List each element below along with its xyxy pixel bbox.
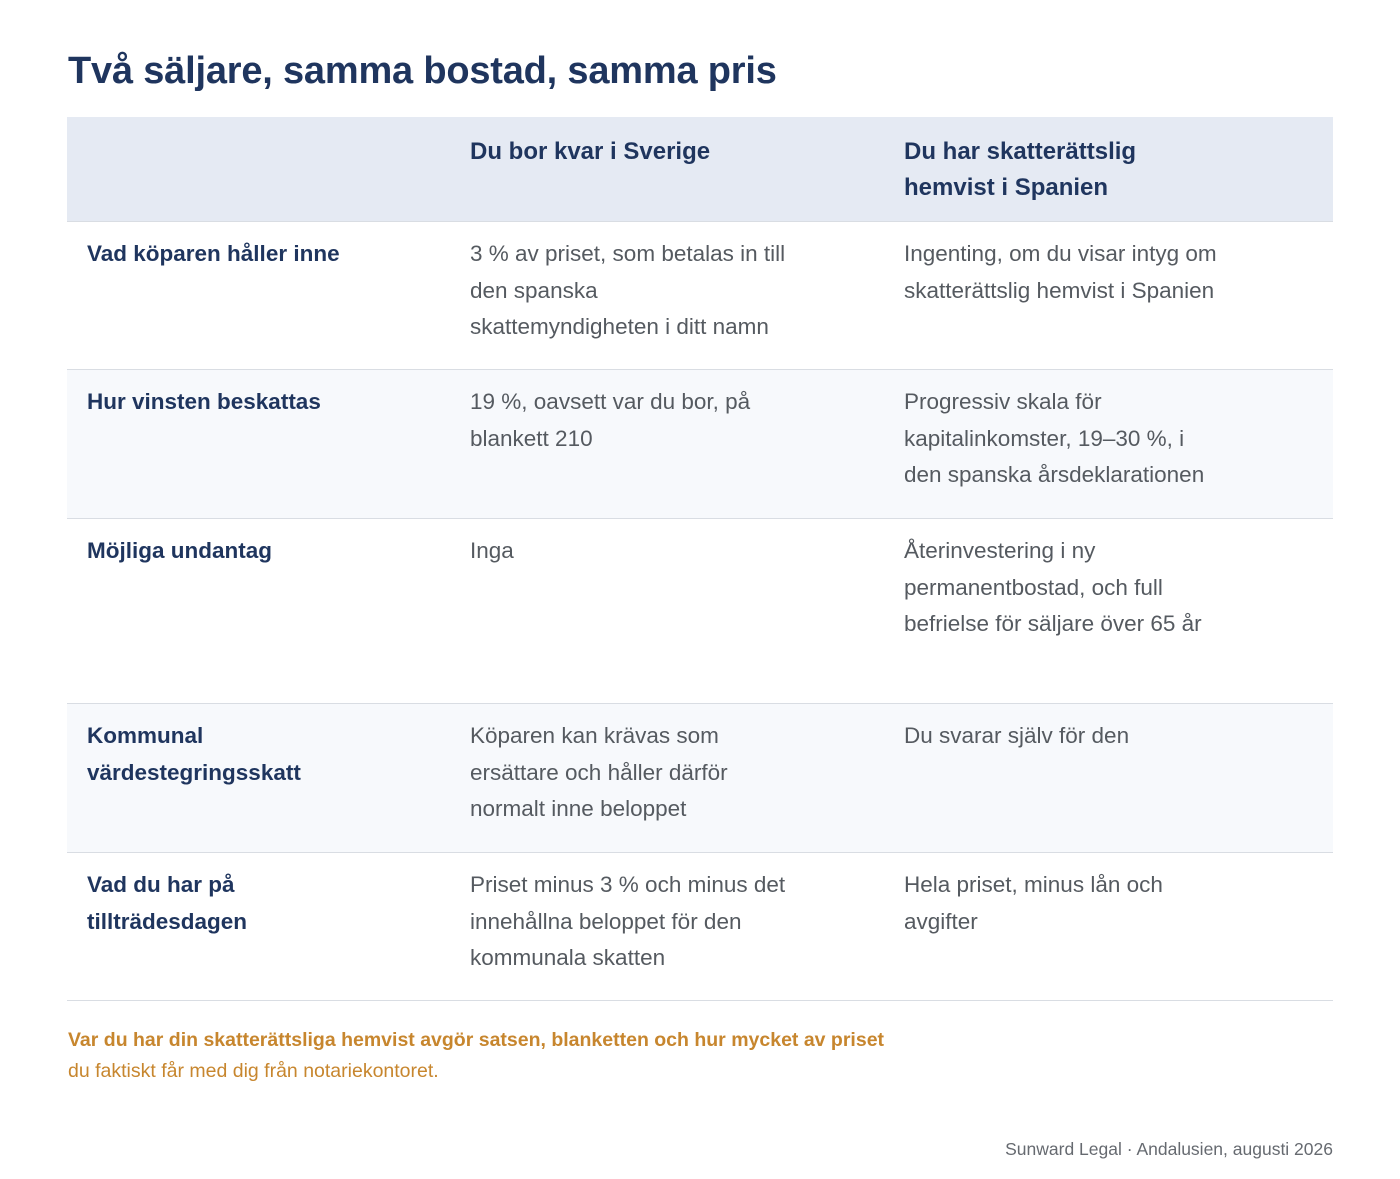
spain-cell: Återinvestering i ny permanentbostad, och full befrielse för säljare över 65 år xyxy=(904,538,1202,636)
sweden-cell: 19 %, oavsett var du bor, på blankett 210 xyxy=(470,389,751,451)
sweden-cell: 3 % av priset, som betalas in till den spanska skattemyndigheten i ditt namn xyxy=(470,241,786,339)
table-row xyxy=(67,704,1333,853)
spain-cell: Ingenting, om du visar intyg om skatterättslig hemvist i Spanien xyxy=(904,241,1217,303)
spain-cell: Hela priset, minus lån och avgifter xyxy=(904,872,1163,934)
table-row xyxy=(67,853,1333,1001)
header-cell-spain: Du har skatterättslig hemvist i Spanien xyxy=(904,138,1137,201)
row-label: Vad du har på tillträdesdagen xyxy=(87,872,248,934)
row-label: Kommunal värdestegringsskatt xyxy=(87,723,301,785)
summary-note-bold: Var du har din skatterättsliga hemvist avgör satsen, blanketten och hur mycket av priset xyxy=(68,1029,885,1051)
sweden-cell: Köparen kan krävas som ersättare och håller därför normalt inne beloppet xyxy=(470,723,728,821)
footer-credit: Sunward Legal · Andalusien, augusti 2026 xyxy=(1005,1139,1333,1159)
row-label: Vad köparen håller inne xyxy=(87,241,340,266)
comparison-table xyxy=(67,117,1333,1001)
header-cell-sweden: Du bor kvar i Sverige xyxy=(470,138,711,165)
summary-note-rest: du faktiskt får med dig från notariekontoret. xyxy=(68,1060,439,1082)
page-title: Två säljare, samma bostad, samma pris xyxy=(68,50,777,92)
table-row xyxy=(67,222,1333,370)
summary-note xyxy=(68,1025,968,1087)
sweden-cell: Priset minus 3 % och minus det innehållna beloppet för den kommunala skatten xyxy=(470,872,786,970)
header-cell-empty xyxy=(67,117,470,221)
table-row xyxy=(67,519,1333,704)
table-row xyxy=(67,370,1333,519)
sweden-cell: Inga xyxy=(470,538,514,563)
spain-cell: Du svarar själv för den xyxy=(904,723,1130,748)
row-label: Hur vinsten beskattas xyxy=(87,389,321,414)
spain-cell: Progressiv skala för kapitalinkomster, 19–30 %, i den spanska årsdeklarationen xyxy=(904,389,1205,487)
table-header-row xyxy=(67,117,1333,222)
row-label: Möjliga undantag xyxy=(87,538,272,563)
